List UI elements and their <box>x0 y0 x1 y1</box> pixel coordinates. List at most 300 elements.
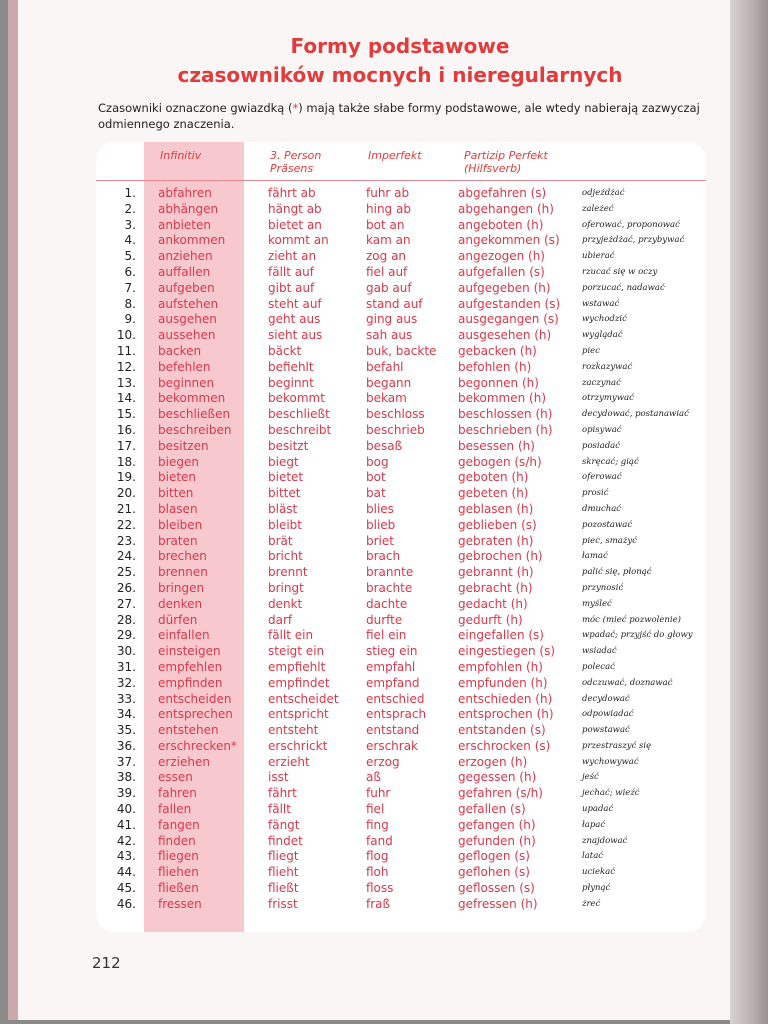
infinitiv-cell: empfehlen <box>158 659 223 674</box>
table-row <box>96 218 706 234</box>
row-number: 11. <box>116 343 136 358</box>
infinitiv-cell: fließen <box>158 881 199 896</box>
person-cell: entscheidet <box>268 691 339 706</box>
partizip-cell: aufgegeben (h) <box>458 280 551 295</box>
infinitiv-cell: backen <box>158 343 202 358</box>
person-cell: bittet <box>268 486 301 501</box>
table-row <box>96 407 706 423</box>
row-number: 17. <box>116 438 136 453</box>
translation-cell: powstawać <box>582 725 630 736</box>
infinitiv-cell: bleiben <box>158 517 203 532</box>
row-number: 34. <box>116 707 136 722</box>
partizip-cell: bekommen (h) <box>458 391 547 406</box>
translation-cell: odpowiadać <box>582 709 634 720</box>
infinitiv-cell: brechen <box>158 549 207 564</box>
table-row <box>96 897 706 913</box>
row-number: 45. <box>116 881 136 896</box>
person-cell: biegt <box>268 454 299 469</box>
row-number: 20. <box>116 486 136 501</box>
row-number: 1. <box>124 186 136 200</box>
translation-cell: piec, smażyć <box>582 535 637 546</box>
table-row <box>96 502 706 518</box>
infinitiv-cell: denken <box>158 596 203 611</box>
translation-cell: skręcać; giąć <box>582 456 639 467</box>
table-row <box>96 534 706 550</box>
person-cell: fällt ein <box>268 628 314 643</box>
row-number: 23. <box>116 533 136 548</box>
table-row <box>96 518 706 534</box>
person-cell: befiehlt <box>268 359 314 374</box>
imperfekt-cell: floss <box>366 881 394 896</box>
infinitiv-cell: bringen <box>158 580 205 595</box>
translation-cell: decydować <box>582 693 630 704</box>
imperfekt-cell: fiel ein <box>366 628 407 643</box>
infinitiv-cell: befehlen <box>158 359 211 374</box>
imperfekt-cell: fiel <box>366 802 385 817</box>
table-row <box>96 470 706 486</box>
person-cell: fängt <box>268 817 300 832</box>
person-cell: fährt <box>268 786 297 801</box>
translation-cell: opisywać <box>582 424 622 435</box>
person-cell: fällt auf <box>268 264 314 279</box>
imperfekt-cell: aß <box>366 770 381 785</box>
person-cell: denkt <box>268 596 303 611</box>
infinitiv-cell: aufstehen <box>158 296 219 311</box>
translation-cell: przyjeżdżać, przybywać <box>582 235 685 246</box>
partizip-cell: entstanden (s) <box>458 723 546 738</box>
row-number: 16. <box>116 422 136 437</box>
header-person <box>270 149 321 175</box>
person-cell: entsteht <box>268 723 319 738</box>
row-number: 30. <box>116 644 136 659</box>
infinitiv-cell: entscheiden <box>158 691 232 706</box>
translation-cell: porzucać, nadawać <box>582 282 665 293</box>
imperfekt-cell: bot <box>366 470 386 485</box>
intro-after: ) mają także słabe formy podstawowe, ale wtedy nabierają zazwyczaj odmiennego znaczenia. <box>98 101 700 131</box>
table-row <box>96 360 706 376</box>
imperfekt-cell: gab auf <box>366 280 412 295</box>
translation-cell: pozostawać <box>582 519 633 530</box>
translation-cell: prosić <box>582 488 609 499</box>
row-number: 42. <box>116 833 136 848</box>
infinitiv-cell: essen <box>158 770 193 785</box>
translation-cell: ubierać <box>582 251 615 262</box>
imperfekt-cell: bog <box>366 454 389 469</box>
infinitiv-cell: aussehen <box>158 328 216 343</box>
intro-text <box>98 100 708 132</box>
translation-cell: łapać <box>582 819 606 830</box>
table-row <box>96 881 706 897</box>
infinitiv-cell: einsteigen <box>158 644 221 659</box>
partizip-cell: angekommen (s) <box>458 233 560 248</box>
translation-cell: decydować, postanawiać <box>582 409 689 420</box>
row-number: 37. <box>116 754 136 769</box>
table-row <box>96 439 706 455</box>
translation-cell: jeść <box>582 772 599 783</box>
person-cell: beschreibt <box>268 422 332 437</box>
infinitiv-cell: auffallen <box>158 264 211 279</box>
person-cell: bleibt <box>268 517 302 532</box>
translation-cell: odczuwać, doznawać <box>582 677 673 688</box>
imperfekt-cell: blies <box>366 501 394 516</box>
imperfekt-cell: zog an <box>366 249 407 264</box>
table-row <box>96 328 706 344</box>
partizip-cell: angezogen (h) <box>458 249 545 264</box>
infinitiv-cell: braten <box>158 533 198 548</box>
row-number: 41. <box>116 817 136 832</box>
imperfekt-cell: ging aus <box>366 312 418 327</box>
partizip-cell: gegessen (h) <box>458 770 537 785</box>
table-row <box>96 486 706 502</box>
imperfekt-cell: durfte <box>366 612 403 627</box>
person-cell: steigt ein <box>268 644 325 659</box>
table-row <box>96 644 706 660</box>
table-row <box>96 818 706 834</box>
person-cell: frisst <box>268 896 298 911</box>
imperfekt-cell: stieg ein <box>366 644 418 659</box>
partizip-cell: angeboten (h) <box>458 217 544 232</box>
row-number: 13. <box>116 375 136 390</box>
partizip-cell: entschieden (h) <box>458 691 553 706</box>
partizip-cell: gefangen (h) <box>458 817 536 832</box>
imperfekt-cell: fuhr ab <box>366 186 410 200</box>
title-line-1: Formy podstawowe <box>290 34 510 58</box>
partizip-cell: ausgegangen (s) <box>458 312 559 327</box>
translation-cell: wstawać <box>582 298 620 309</box>
imperfekt-cell: fiel auf <box>366 264 408 279</box>
person-cell: sieht aus <box>268 328 323 343</box>
infinitiv-cell: bekommen <box>158 391 226 406</box>
translation-cell: móc (mieć pozwolenie) <box>582 614 681 625</box>
row-number: 8. <box>124 296 136 311</box>
translation-cell: wychodzić <box>582 314 627 325</box>
translation-cell: rozkazywać <box>582 361 633 372</box>
translation-cell: wyglądać <box>582 330 623 341</box>
row-number: 21. <box>116 501 136 516</box>
person-cell: fliegt <box>268 849 299 864</box>
infinitiv-cell: ankommen <box>158 233 226 248</box>
partizip-cell: gefahren (s/h) <box>458 786 543 801</box>
header-partizip <box>464 149 548 175</box>
person-cell: brennt <box>268 565 308 580</box>
partizip-cell: gebacken (h) <box>458 343 537 358</box>
row-number: 14. <box>116 391 136 406</box>
row-number: 9. <box>124 312 136 327</box>
infinitiv-cell: fliegen <box>158 849 199 864</box>
person-cell: bäckt <box>268 343 302 358</box>
partizip-cell: eingefallen (s) <box>458 628 544 643</box>
partizip-cell: gefunden (h) <box>458 833 536 848</box>
person-cell: beschließt <box>268 407 330 422</box>
table-row <box>96 565 706 581</box>
translation-cell: upadać <box>582 804 614 815</box>
row-number: 5. <box>124 249 136 264</box>
imperfekt-cell: dachte <box>366 596 408 611</box>
person-cell: findet <box>268 833 303 848</box>
row-number: 10. <box>116 328 136 343</box>
table-row <box>96 692 706 708</box>
table-row <box>96 723 706 739</box>
partizip-cell: gefressen (h) <box>458 896 538 911</box>
person-cell: bietet <box>268 470 304 485</box>
person-cell: besitzt <box>268 438 309 453</box>
person-cell: fällt <box>268 802 291 817</box>
table-row <box>96 423 706 439</box>
infinitiv-cell: beschließen <box>158 407 231 422</box>
imperfekt-cell: stand auf <box>366 296 423 311</box>
partizip-cell: befohlen (h) <box>458 359 532 374</box>
partizip-cell: ausgesehen (h) <box>458 328 552 343</box>
imperfekt-cell: sah aus <box>366 328 413 343</box>
page-number: 212 <box>92 954 121 972</box>
infinitiv-cell: fahren <box>158 786 197 801</box>
translation-cell: dmuchać <box>582 503 622 514</box>
partizip-cell: gebogen (s/h) <box>458 454 542 469</box>
table-row <box>96 613 706 629</box>
imperfekt-cell: beschloss <box>366 407 425 422</box>
row-number: 46. <box>116 896 136 911</box>
table-row <box>96 849 706 865</box>
table-row <box>96 834 706 850</box>
person-cell: erzieht <box>268 754 310 769</box>
partizip-cell: entsprochen (h) <box>458 707 554 722</box>
header-imperfekt: Imperfekt <box>368 149 422 162</box>
infinitiv-cell: entsprechen <box>158 707 233 722</box>
table-row <box>96 802 706 818</box>
row-number: 31. <box>116 659 136 674</box>
partizip-cell: erzogen (h) <box>458 754 528 769</box>
imperfekt-cell: brach <box>366 549 401 564</box>
table-row <box>96 770 706 786</box>
imperfekt-cell: floh <box>366 865 389 880</box>
row-number: 27. <box>116 596 136 611</box>
translation-cell: zależeć <box>582 203 614 214</box>
table-row <box>96 581 706 597</box>
partizip-cell: empfunden (h) <box>458 675 548 690</box>
person-cell: hängt ab <box>268 201 322 216</box>
row-number: 3. <box>124 217 136 232</box>
translation-cell: posiadać <box>582 440 620 451</box>
person-cell: fließt <box>268 881 299 896</box>
imperfekt-cell: bat <box>366 486 386 501</box>
row-number: 32. <box>116 675 136 690</box>
imperfekt-cell: briet <box>366 533 394 548</box>
table-row <box>96 455 706 471</box>
translation-cell: piec <box>582 345 600 356</box>
person-cell: isst <box>268 770 289 785</box>
table-row <box>96 786 706 802</box>
table-row <box>96 265 706 281</box>
person-cell: bricht <box>268 549 303 564</box>
infinitiv-cell: abhängen <box>158 201 219 216</box>
infinitiv-cell: besitzen <box>158 438 209 453</box>
imperfekt-cell: entsprach <box>366 707 427 722</box>
partizip-cell: aufgefallen (s) <box>458 264 545 279</box>
infinitiv-cell: bitten <box>158 486 194 501</box>
imperfekt-cell: buk, backte <box>366 343 437 358</box>
infinitiv-cell: dürfen <box>158 612 198 627</box>
row-number: 25. <box>116 565 136 580</box>
header-partizip-line2: (Hilfsverb) <box>464 162 522 175</box>
table-row <box>96 202 706 218</box>
table-row <box>96 597 706 613</box>
partizip-cell: besessen (h) <box>458 438 535 453</box>
translation-cell: myśleć <box>582 598 612 609</box>
translation-cell: wychowywać <box>582 756 639 767</box>
table-row <box>96 186 706 202</box>
imperfekt-cell: empfahl <box>366 659 416 674</box>
partizip-cell: gebrannt (h) <box>458 565 534 580</box>
translation-cell: otrzymywać <box>582 393 634 404</box>
header-partizip-line1: Partizip Perfekt <box>464 149 548 162</box>
row-number: 43. <box>116 849 136 864</box>
partizip-cell: gebrochen (h) <box>458 549 543 564</box>
table-row <box>96 676 706 692</box>
partizip-cell: gedurft (h) <box>458 612 523 627</box>
translation-cell: palić się, płonąć <box>582 567 652 578</box>
table-body <box>96 186 706 913</box>
table-row <box>96 297 706 313</box>
translation-cell: przynosić <box>582 582 624 593</box>
header-person-line1: 3. Person <box>270 149 322 162</box>
table-row <box>96 660 706 676</box>
translation-cell: zaczynać <box>582 377 621 388</box>
partizip-cell: aufgestanden (s) <box>458 296 561 311</box>
translation-cell: latać <box>582 851 604 862</box>
partizip-cell: gefallen (s) <box>458 802 526 817</box>
partizip-cell: gebeten (h) <box>458 486 529 501</box>
row-number: 2. <box>124 201 136 216</box>
intro-before: Czasowniki oznaczone gwiazdką ( <box>98 101 293 115</box>
translation-cell: uciekać <box>582 867 615 878</box>
person-cell: erschrickt <box>268 738 328 753</box>
infinitiv-cell: ausgehen <box>158 312 217 327</box>
translation-cell: znajdować <box>582 835 628 846</box>
partizip-cell: geblasen (h) <box>458 501 534 516</box>
table-row <box>96 281 706 297</box>
imperfekt-cell: brachte <box>366 580 413 595</box>
translation-cell: wsiadać <box>582 646 617 657</box>
person-cell: steht auf <box>268 296 322 311</box>
person-cell: kommt an <box>268 233 329 248</box>
person-cell: entspricht <box>268 707 329 722</box>
row-number: 24. <box>116 549 136 564</box>
imperfekt-cell: fraß <box>366 896 391 911</box>
row-number: 22. <box>116 517 136 532</box>
imperfekt-cell: beschrieb <box>366 422 425 437</box>
person-cell: darf <box>268 612 293 627</box>
translation-cell: odjeżdżać <box>582 188 625 198</box>
table-row <box>96 391 706 407</box>
infinitiv-cell: bieten <box>158 470 197 485</box>
imperfekt-cell: kam an <box>366 233 411 248</box>
imperfekt-cell: flog <box>366 849 389 864</box>
translation-cell: przestraszyć się <box>582 740 652 751</box>
partizip-cell: geflohen (s) <box>458 865 530 880</box>
row-number: 33. <box>116 691 136 706</box>
partizip-cell: geflossen (s) <box>458 881 535 896</box>
infinitiv-cell: erziehen <box>158 754 210 769</box>
translation-cell: polecać <box>582 661 615 672</box>
imperfekt-cell: bekam <box>366 391 407 406</box>
partizip-cell: erschrocken (s) <box>458 738 551 753</box>
infinitiv-cell: einfallen <box>158 628 210 643</box>
infinitiv-cell: finden <box>158 833 196 848</box>
infinitiv-cell: erschrecken* <box>158 738 237 753</box>
table-row <box>96 344 706 360</box>
table-row <box>96 249 706 265</box>
row-number: 7. <box>124 280 136 295</box>
row-number: 18. <box>116 454 136 469</box>
infinitiv-cell: fressen <box>158 896 202 911</box>
row-number: 39. <box>116 786 136 801</box>
person-cell: bietet an <box>268 217 322 232</box>
infinitiv-cell: fallen <box>158 802 192 817</box>
infinitiv-cell: brennen <box>158 565 208 580</box>
person-cell: fährt ab <box>268 186 316 200</box>
person-cell: empfiehlt <box>268 659 326 674</box>
infinitiv-cell: fangen <box>158 817 200 832</box>
translation-cell: żreć <box>582 898 601 909</box>
table-row <box>96 739 706 755</box>
row-number: 26. <box>116 580 136 595</box>
imperfekt-cell: erschrak <box>366 738 419 753</box>
imperfekt-cell: brannte <box>366 565 414 580</box>
translation-cell: oferować, proponować <box>582 219 680 230</box>
header-person-line2: Präsens <box>270 162 314 175</box>
infinitiv-cell: biegen <box>158 454 199 469</box>
imperfekt-cell: bot an <box>366 217 405 232</box>
person-cell: brät <box>268 533 293 548</box>
row-number: 29. <box>116 628 136 643</box>
partizip-cell: geblieben (s) <box>458 517 537 532</box>
translation-cell: łamać <box>582 551 608 562</box>
imperfekt-cell: entstand <box>366 723 420 738</box>
infinitiv-cell: beschreiben <box>158 422 232 437</box>
translation-cell: płynąć <box>582 883 611 894</box>
partizip-cell: gedacht (h) <box>458 596 528 611</box>
imperfekt-cell: befahl <box>366 359 404 374</box>
translation-cell: jechać; wieźć <box>582 788 640 799</box>
infinitiv-cell: anziehen <box>158 249 213 264</box>
row-number: 35. <box>116 723 136 738</box>
title-line-2: czasowników mocnych i nieregularnych <box>177 63 623 87</box>
infinitiv-cell: beginnen <box>158 375 215 390</box>
infinitiv-cell: anbieten <box>158 217 211 232</box>
person-cell: empfindet <box>268 675 330 690</box>
partizip-cell: abgefahren (s) <box>458 186 547 200</box>
person-cell: geht aus <box>268 312 321 327</box>
page-edge <box>730 0 768 1024</box>
imperfekt-cell: fing <box>366 817 389 832</box>
row-number: 15. <box>116 407 136 422</box>
imperfekt-cell: hing ab <box>366 201 411 216</box>
partizip-cell: gebracht (h) <box>458 580 533 595</box>
table-row <box>96 865 706 881</box>
partizip-cell: eingestiegen (s) <box>458 644 556 659</box>
imperfekt-cell: erzog <box>366 754 400 769</box>
person-cell: bekommt <box>268 391 325 406</box>
imperfekt-cell: blieb <box>366 517 396 532</box>
infinitiv-cell: empfinden <box>158 675 223 690</box>
row-number: 4. <box>124 233 136 248</box>
table-row <box>96 312 706 328</box>
table-row <box>96 376 706 392</box>
translation-cell: wpadać; przyjść do głowy <box>582 630 693 641</box>
person-cell: flieht <box>268 865 299 880</box>
partizip-cell: begonnen (h) <box>458 375 539 390</box>
person-cell: gibt auf <box>268 280 315 295</box>
